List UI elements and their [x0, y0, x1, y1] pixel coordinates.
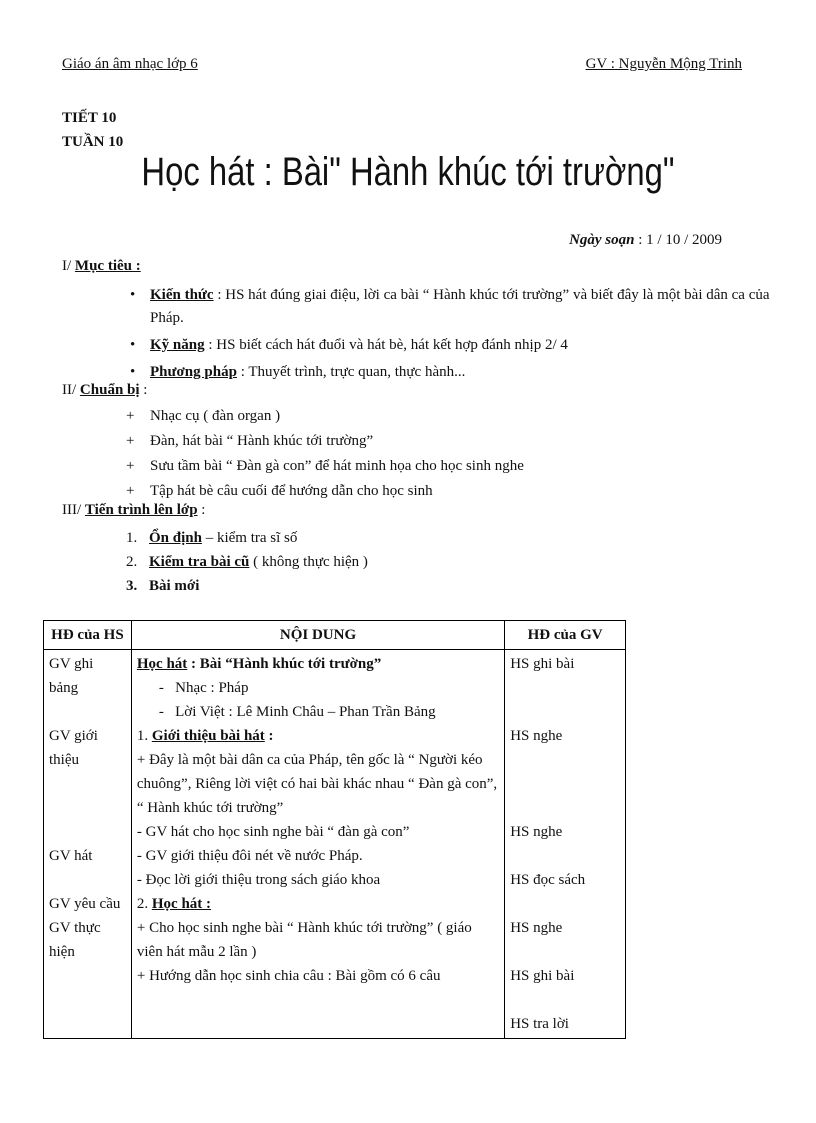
lesson-number: TIẾT 10 — [62, 110, 117, 126]
list-item — [126, 526, 368, 550]
table-header-row — [44, 621, 626, 650]
step-number: 2. — [126, 554, 138, 570]
prep-date — [569, 232, 722, 249]
content-text: Lời Việt : Lê Minh Châu – Phan Trần Bảng — [175, 704, 436, 720]
content-number: 2. — [136, 896, 152, 912]
content-cell — [131, 650, 504, 1039]
spacer — [49, 700, 126, 724]
content-line — [137, 892, 499, 916]
process-steps — [126, 526, 368, 598]
table-row — [44, 650, 626, 1039]
content-suffix: : — [264, 728, 274, 744]
activity-text: GV thực hiện — [49, 920, 101, 960]
lesson-table — [43, 620, 626, 1039]
section-preparation-heading — [62, 382, 147, 399]
spacer — [510, 940, 620, 964]
item-term: Phương pháp — [150, 364, 237, 380]
spacer — [510, 676, 620, 724]
step-title: Bài mới — [149, 578, 200, 594]
content-text: : Bài “Hành khúc tới trường” — [187, 656, 382, 672]
content-heading: Học hát : — [151, 896, 212, 912]
header-teacher-activity: HĐ của GV — [505, 621, 626, 650]
content-line: - Lời Việt : Lê Minh Châu – Phan Trần Bảng — [158, 704, 436, 720]
list-item — [126, 479, 524, 504]
spacer — [510, 844, 620, 868]
header-teacher: GV : Nguyễn Mộng Trinh — [585, 56, 742, 72]
content-text: - Đọc lời giới thiệu trong sách giáo khoa — [136, 872, 381, 888]
list-item — [130, 284, 770, 330]
bullet-icon: • — [130, 287, 136, 303]
content-line — [137, 724, 499, 748]
item-text: Tập hát bè câu cuối để hướng dẫn cho học sinh — [150, 483, 433, 499]
content-text: - GV giới thiệu đôi nét về nước Pháp. — [136, 848, 363, 864]
activity-text: HS ghi bài — [510, 656, 575, 672]
bullet-icon: • — [130, 337, 136, 353]
prep-date-label: Ngày soạn — [569, 232, 635, 248]
item-text: : HS biết cách hát đuổi và hát bè, hát kết hợp đánh nhịp 2/ 4 — [204, 337, 568, 353]
step-title: Ổn định — [149, 530, 202, 546]
activity-text: HS nghe — [510, 920, 563, 936]
spacer — [510, 988, 620, 1012]
section-suffix: : — [197, 502, 206, 518]
list-item — [126, 550, 368, 574]
plus-icon: + — [126, 408, 135, 424]
item-text: : HS hát đúng giai điệu, lời ca bài “ Hành khúc tới trường” và biết đây là một bài dân ca của Pháp. — [150, 287, 770, 326]
prep-date-value: : 1 / 10 / 2009 — [634, 232, 722, 248]
content-text: + Đây là một bài dân ca của Pháp, tên gốc là “ Người kéo chuông”, Riêng lời việt có hai bài khác nhau “ Đàn gà con”, “ Hành khúc tới trường” — [136, 752, 498, 816]
section-objectives-heading — [62, 258, 141, 275]
activity-text: HS nghe — [510, 728, 563, 744]
content-line: - Nhạc : Pháp — [158, 680, 249, 696]
content-heading: Giới thiệu bài hát — [151, 728, 265, 744]
list-item — [130, 334, 770, 357]
section-prefix: III/ — [62, 502, 85, 518]
content-text: Nhạc : Pháp — [175, 680, 249, 696]
bullet-icon: • — [130, 364, 136, 380]
objectives-list — [130, 284, 770, 384]
student-activity-cell — [44, 650, 132, 1039]
activity-text: HS ghi bài — [510, 968, 575, 984]
plus-icon: + — [126, 483, 135, 499]
spacer — [510, 892, 620, 916]
section-label: Chuẩn bị — [79, 382, 140, 398]
lesson-meta — [62, 106, 123, 154]
content-text: - GV hát cho học sinh nghe bài “ đàn gà con” — [136, 824, 410, 840]
content-number: 1. — [136, 728, 152, 744]
list-item — [126, 454, 524, 479]
content-line — [137, 652, 499, 676]
teacher-activity-cell — [505, 650, 626, 1039]
list-item — [126, 574, 368, 598]
content-text: + Cho học sinh nghe bài “ Hành khúc tới trường” ( giáo viên hát mẫu 2 lần ) — [136, 920, 472, 960]
activity-text: GV ghi bảng — [49, 656, 94, 696]
preparation-list — [126, 404, 524, 504]
item-text: Nhạc cụ ( đàn organ ) — [150, 408, 281, 424]
spacer — [49, 868, 126, 892]
section-prefix: I/ — [62, 258, 75, 274]
activity-text: HS đọc sách — [510, 872, 586, 888]
step-text: – kiểm tra sĩ số — [201, 530, 298, 546]
week-number: TUẦN 10 — [62, 134, 124, 150]
content-heading: Học hát — [136, 656, 188, 672]
activity-text: GV yêu cầu — [49, 896, 121, 912]
spacer — [510, 748, 620, 820]
list-item — [126, 429, 524, 454]
activity-text: HS tra lời — [510, 1016, 569, 1032]
item-text: Sưu tầm bài “ Đàn gà con” để hát minh họa cho học sinh nghe — [150, 458, 524, 474]
step-number: 3. — [126, 578, 138, 594]
section-label: Tiến trình lên lớp — [84, 502, 198, 518]
item-term: Kiến thức — [150, 287, 214, 303]
section-label: Mục tiêu : — [74, 258, 141, 274]
content-text: + Hướng dẫn học sinh chia câu : Bài gồm có 6 câu — [136, 968, 441, 984]
step-number: 1. — [126, 530, 138, 546]
step-text: ( không thực hiện ) — [249, 554, 368, 570]
page-title: Học hát : Bài" Hành khúc tới trường" — [141, 150, 675, 194]
header-student-activity: HĐ của HS — [44, 621, 132, 650]
header-subject: Giáo án âm nhạc lớp 6 — [62, 56, 198, 72]
item-term: Kỹ năng — [150, 337, 205, 353]
plus-icon: + — [126, 458, 135, 474]
list-item — [130, 361, 770, 384]
section-suffix: : — [139, 382, 148, 398]
activity-text: GV giới thiệu — [49, 728, 98, 768]
activity-text: GV hát — [49, 848, 93, 864]
header-content: NỘI DUNG — [131, 621, 504, 650]
section-process-heading — [62, 502, 205, 519]
list-item — [126, 404, 524, 429]
step-title: Kiểm tra bài cũ — [149, 554, 250, 570]
spacer — [49, 772, 126, 844]
item-text: : Thuyết trình, trực quan, thực hành... — [236, 364, 466, 380]
item-text: Đàn, hát bài “ Hành khúc tới trường” — [150, 433, 374, 449]
plus-icon: + — [126, 433, 135, 449]
activity-text: HS nghe — [510, 824, 563, 840]
section-prefix: II/ — [62, 382, 80, 398]
